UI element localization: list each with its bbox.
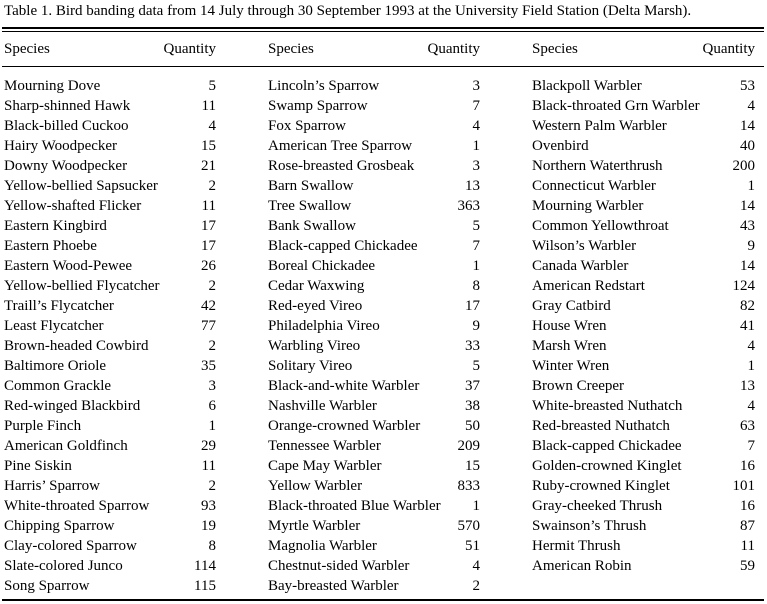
table-row [4,356,216,376]
species-cell: Song Sparrow [4,578,90,594]
quantity-cell: 93 [201,498,216,514]
quantity-cell: 14 [740,198,755,214]
quantity-cell: 833 [457,478,480,494]
species-cell: Baltimore Oriole [4,358,107,374]
quantity-cell: 1 [472,138,480,154]
column-header [268,40,480,59]
header-rule [2,66,764,67]
species-cell: Red-eyed Vireo [268,298,363,314]
quantity-cell: 15 [201,138,216,154]
column-rows [4,76,216,596]
table-row [268,536,480,556]
table-row [532,416,755,436]
quantity-cell: 1 [747,178,755,194]
species-cell: Brown Creeper [532,378,625,394]
species-cell: Common Grackle [4,378,112,394]
quantity-cell: 59 [740,558,755,574]
table-row [532,196,755,216]
quantity-cell: 50 [465,418,480,434]
species-cell: Bay-breasted Warbler [268,578,399,594]
bottom-rule [2,599,764,601]
quantity-cell: 3 [208,378,216,394]
species-cell: Warbling Vireo [268,338,361,354]
quantity-cell: 4 [747,338,755,354]
table-row [268,176,480,196]
quantity-cell: 9 [472,318,480,334]
column-rows [532,76,755,576]
table-row [4,476,216,496]
quantity-cell: 26 [201,258,216,274]
species-cell: Black-and-white Warbler [268,378,420,394]
table-row [532,356,755,376]
table-row [268,76,480,96]
table-row [268,576,480,596]
quantity-cell: 29 [201,438,216,454]
species-cell: Eastern Wood-Pewee [4,258,133,274]
quantity-cell: 5 [472,358,480,374]
table-row [532,436,755,456]
species-cell: Pine Siskin [4,458,72,474]
table-row [268,96,480,116]
species-cell: Yellow-bellied Flycatcher [4,278,160,294]
table-row [268,136,480,156]
table-row [4,156,216,176]
species-cell: Myrtle Warbler [268,518,361,534]
table-row [4,376,216,396]
species-cell: Solitary Vireo [268,358,353,374]
table-row [268,276,480,296]
table-row [4,396,216,416]
table-row [532,536,755,556]
quantity-cell: 8 [472,278,480,294]
table-row [4,116,216,136]
species-cell: Ovenbird [532,138,589,154]
table-row [4,416,216,436]
table-row [532,556,755,576]
table-row [4,456,216,476]
quantity-header: Quantity [427,41,480,57]
species-header: Species [268,41,314,57]
species-cell: Tree Swallow [268,198,352,214]
quantity-cell: 37 [465,378,480,394]
column-header [4,40,216,59]
quantity-cell: 2 [208,478,216,494]
quantity-cell: 114 [194,558,216,574]
quantity-cell: 21 [201,158,216,174]
species-cell: Gray-cheeked Thrush [532,498,663,514]
table-row [532,316,755,336]
table-row [268,416,480,436]
table-row [532,456,755,476]
species-header: Species [4,41,50,57]
quantity-cell: 8 [208,538,216,554]
species-cell: Slate-colored Junco [4,558,123,574]
quantity-cell: 363 [457,198,480,214]
species-cell: Cape May Warbler [268,458,382,474]
species-cell: Hermit Thrush [532,538,621,554]
column-rows [268,76,480,596]
table-row [4,576,216,596]
species-cell: American Tree Sparrow [268,138,413,154]
quantity-cell: 82 [740,298,755,314]
quantity-cell: 4 [472,118,480,134]
table-row [268,256,480,276]
quantity-cell: 209 [457,438,480,454]
table-row [4,216,216,236]
table-row [532,216,755,236]
quantity-cell: 17 [201,238,216,254]
species-cell: Purple Finch [4,418,82,434]
species-cell: Sharp-shinned Hawk [4,98,131,114]
table-row [4,436,216,456]
quantity-cell: 4 [472,558,480,574]
table-row [4,96,216,116]
table-row [4,236,216,256]
quantity-cell: 4 [208,118,216,134]
quantity-cell: 51 [465,538,480,554]
quantity-cell: 16 [740,498,755,514]
table-row [268,336,480,356]
quantity-cell: 11 [201,458,216,474]
quantity-cell: 11 [740,538,755,554]
table-row [4,516,216,536]
species-cell: Red-winged Blackbird [4,398,141,414]
species-cell: Barn Swallow [268,178,354,194]
table-row [268,456,480,476]
species-cell: Philadelphia Vireo [268,318,380,334]
quantity-cell: 101 [732,478,755,494]
quantity-cell: 13 [465,178,480,194]
quantity-cell: 5 [472,218,480,234]
table-row [532,156,755,176]
quantity-cell: 9 [747,238,755,254]
table-caption: Table 1. Bird banding data from 14 July through 30 September 1993 at the University Field Station (Delta Marsh). [4,3,692,19]
species-cell: Eastern Kingbird [4,218,107,234]
quantity-cell: 38 [465,398,480,414]
quantity-cell: 3 [472,158,480,174]
species-cell: Fox Sparrow [268,118,346,134]
species-header: Species [532,41,578,57]
species-cell: Swamp Sparrow [268,98,368,114]
table-row [532,376,755,396]
species-cell: Red-breasted Nuthatch [532,418,670,434]
species-cell: Eastern Phoebe [4,238,97,254]
species-cell: Blackpoll Warbler [532,78,642,94]
species-cell: Mourning Warbler [532,198,644,214]
species-cell: Black-capped Chickadee [268,238,418,254]
table-row [532,136,755,156]
species-cell: Bank Swallow [268,218,356,234]
table-row [268,216,480,236]
table-row [4,296,216,316]
table-row [268,236,480,256]
species-cell: White-breasted Nuthatch [532,398,683,414]
species-cell: Ruby-crowned Kinglet [532,478,670,494]
quantity-cell: 19 [201,518,216,534]
table-row [268,296,480,316]
species-cell: Nashville Warbler [268,398,377,414]
table-row [532,396,755,416]
table-row [268,556,480,576]
quantity-cell: 7 [747,438,755,454]
species-cell: Winter Wren [532,358,610,374]
table-row [532,276,755,296]
quantity-cell: 2 [208,278,216,294]
quantity-cell: 17 [465,298,480,314]
quantity-cell: 40 [740,138,755,154]
table-row [532,256,755,276]
quantity-cell: 6 [208,398,216,414]
table-row [4,196,216,216]
quantity-cell: 17 [201,218,216,234]
quantity-cell: 1 [472,258,480,274]
species-cell: Brown-headed Cowbird [4,338,149,354]
quantity-cell: 2 [472,578,480,594]
table-row [4,336,216,356]
table-row [4,536,216,556]
quantity-cell: 33 [465,338,480,354]
table-row [268,516,480,536]
species-cell: Wilson’s Warbler [532,238,637,254]
table-row [268,396,480,416]
quantity-cell: 115 [194,578,216,594]
quantity-cell: 11 [201,198,216,214]
quantity-cell: 11 [201,98,216,114]
quantity-cell: 4 [747,98,755,114]
species-cell: Chestnut-sided Warbler [268,558,410,574]
quantity-header: Quantity [163,41,216,57]
column-header [532,40,755,59]
species-cell: House Wren [532,318,607,334]
quantity-cell: 5 [208,78,216,94]
table-row [268,436,480,456]
quantity-cell: 77 [201,318,216,334]
quantity-cell: 1 [747,358,755,374]
quantity-header: Quantity [702,41,755,57]
table-row [532,96,755,116]
quantity-cell: 53 [740,78,755,94]
table-row [4,136,216,156]
species-cell: Downy Woodpecker [4,158,128,174]
table-row [268,196,480,216]
quantity-cell: 87 [740,518,755,534]
quantity-cell: 35 [201,358,216,374]
quantity-cell: 7 [472,238,480,254]
table-row [4,276,216,296]
quantity-cell: 2 [208,178,216,194]
species-cell: Western Palm Warbler [532,118,667,134]
quantity-cell: 570 [457,518,480,534]
species-cell: Black-billed Cuckoo [4,118,129,134]
species-cell: Harris’ Sparrow [4,478,100,494]
quantity-cell: 7 [472,98,480,114]
species-cell: Least Flycatcher [4,318,104,334]
species-cell: Orange-crowned Warbler [268,418,421,434]
table-row [532,296,755,316]
table-row [532,496,755,516]
species-cell: Yellow Warbler [268,478,363,494]
species-cell: Traill’s Flycatcher [4,298,114,314]
table-row [532,516,755,536]
table-row [4,256,216,276]
species-cell: American Redstart [532,278,645,294]
species-cell: Common Yellowthroat [532,218,669,234]
species-cell: Lincoln’s Sparrow [268,78,380,94]
species-cell: Mourning Dove [4,78,101,94]
species-cell: Clay-colored Sparrow [4,538,137,554]
table-row [268,376,480,396]
table-row [4,176,216,196]
table-row [4,556,216,576]
table-row [268,356,480,376]
table-row [532,116,755,136]
species-cell: Connecticut Warbler [532,178,656,194]
quantity-cell: 4 [747,398,755,414]
quantity-cell: 14 [740,118,755,134]
species-cell: Swainson’s Thrush [532,518,647,534]
table-row [268,316,480,336]
species-cell: Northern Waterthrush [532,158,663,174]
species-cell: Yellow-bellied Sapsucker [4,178,158,194]
quantity-cell: 1 [472,498,480,514]
quantity-cell: 63 [740,418,755,434]
species-cell: Magnolia Warbler [268,538,377,554]
species-cell: Tennessee Warbler [268,438,381,454]
species-cell: Rose-breasted Grosbeak [268,158,415,174]
species-cell: Black-throated Blue Warbler [268,498,441,514]
table-row [532,236,755,256]
quantity-cell: 13 [740,378,755,394]
species-cell: American Robin [532,558,632,574]
table-row [4,496,216,516]
species-cell: Yellow-shafted Flicker [4,198,142,214]
table-row [532,76,755,96]
species-cell: Marsh Wren [532,338,607,354]
quantity-cell: 124 [732,278,755,294]
species-cell: Canada Warbler [532,258,629,274]
species-cell: Golden-crowned Kinglet [532,458,682,474]
quantity-cell: 43 [740,218,755,234]
species-cell: Chipping Sparrow [4,518,115,534]
quantity-cell: 1 [208,418,216,434]
table-row [532,476,755,496]
quantity-cell: 3 [472,78,480,94]
quantity-cell: 15 [465,458,480,474]
quantity-cell: 2 [208,338,216,354]
quantity-cell: 14 [740,258,755,274]
table-row [268,116,480,136]
quantity-cell: 200 [732,158,755,174]
species-cell: White-throated Sparrow [4,498,150,514]
table-row [532,336,755,356]
quantity-cell: 16 [740,458,755,474]
quantity-cell: 41 [740,318,755,334]
species-cell: Boreal Chickadee [268,258,376,274]
quantity-cell: 42 [201,298,216,314]
species-cell: Cedar Waxwing [268,278,365,294]
top-rule [2,27,764,29]
species-cell: Black-throated Grn Warbler [532,98,700,114]
top-rule-thin [2,31,764,32]
species-cell: Hairy Woodpecker [4,138,118,154]
species-cell: American Goldfinch [4,438,128,454]
species-cell: Gray Catbird [532,298,611,314]
table-row [268,496,480,516]
table-row [4,316,216,336]
table-row [4,76,216,96]
table-row [268,156,480,176]
species-cell: Black-capped Chickadee [532,438,682,454]
table-row [268,476,480,496]
table-row [532,176,755,196]
